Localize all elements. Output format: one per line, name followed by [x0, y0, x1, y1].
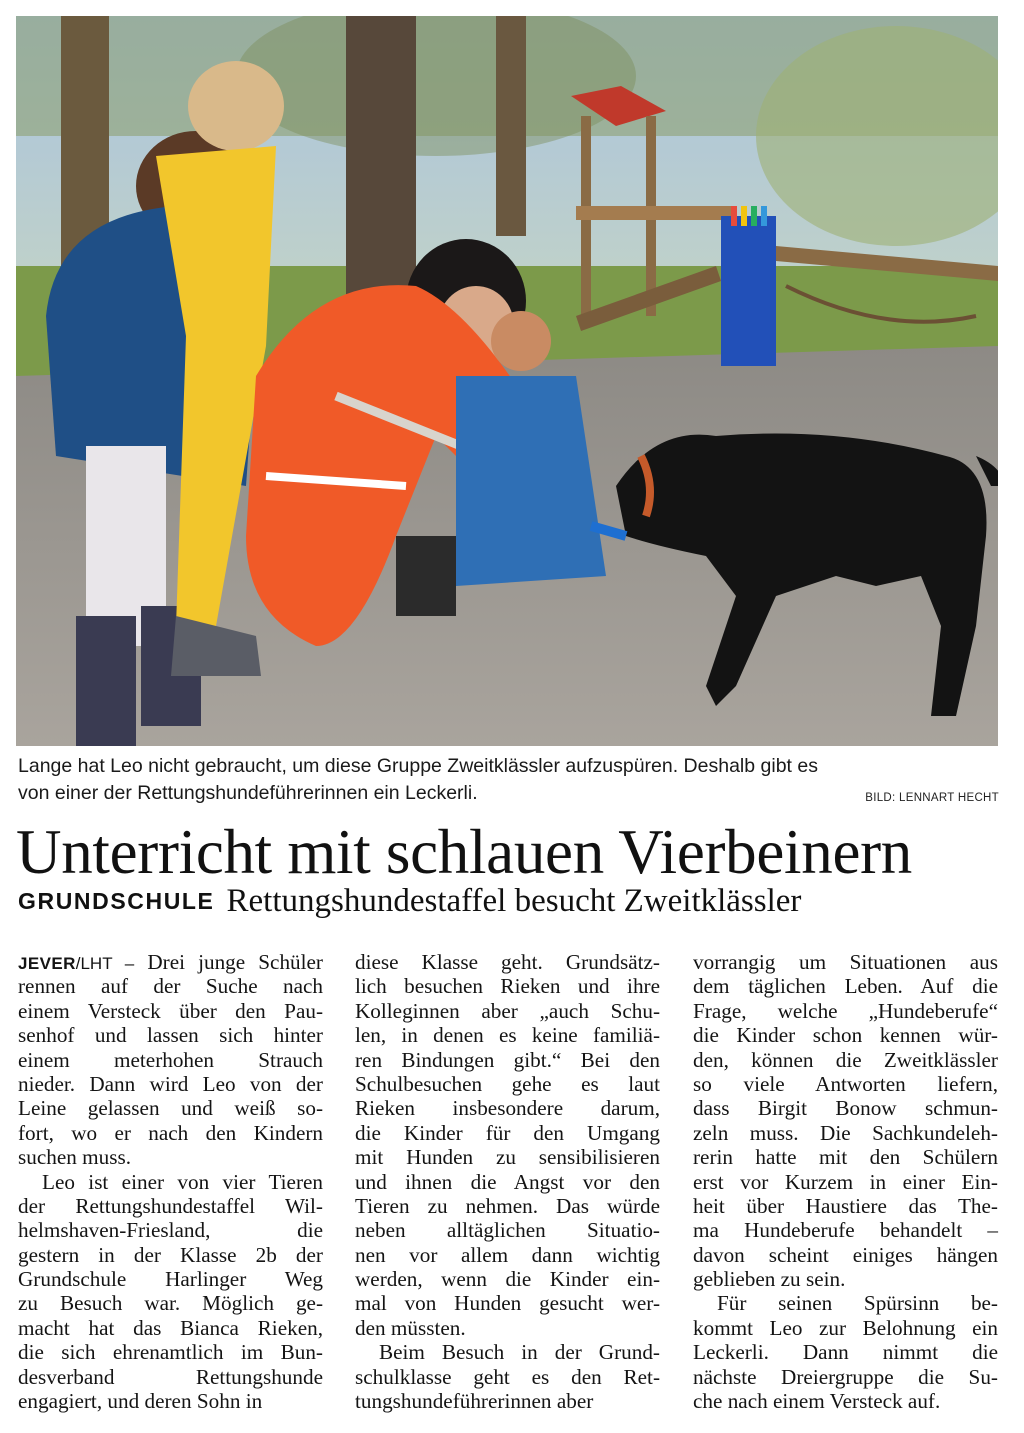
body-text-line: zeln muss. Die Sachkundeleh- [693, 1120, 998, 1145]
body-text-line: werden, wenn die Kinder ein- [355, 1267, 660, 1292]
body-text-line: tungshundeführerinnen aber [355, 1389, 594, 1414]
body-text-line: nächste Dreiergruppe die Su- [693, 1364, 998, 1389]
body-text-line: desverband Rettungshunde [18, 1364, 323, 1389]
body-text-line: die Kinder für den Umgang [355, 1120, 660, 1145]
body-text-line: Schulbesuchen gehe es laut [355, 1071, 660, 1096]
body-text-line: geblieben zu sein. [693, 1267, 846, 1292]
body-text-line: len, in denen es keine familiä- [355, 1023, 660, 1048]
body-text-line: engagiert, und deren Sohn in [18, 1389, 263, 1414]
article-headline: Unterricht mit schlauen Vierbeinern [16, 817, 912, 887]
body-text-line: die sich ehrenamtlich im Bun- [18, 1340, 323, 1365]
body-text-line: rennen auf der Suche nach [18, 974, 323, 999]
body-text-line: heit über Haustiere das The- [693, 1193, 998, 1218]
body-text-line: che nach einem Versteck auf. [693, 1389, 941, 1414]
body-text-line: Leo ist einer von vier Tieren [42, 1169, 323, 1194]
body-text-line: senhof und lassen sich hinter [18, 1023, 323, 1048]
text-column-1 [18, 950, 323, 1413]
caption-line-1: Lange hat Leo nicht gebraucht, um diese Gruppe Zweitklässler aufzuspüren. Deshalb gibt es [18, 755, 818, 777]
body-text-line: einem meterhohen Strauch [18, 1047, 323, 1072]
section-kicker: GRUNDSCHULE [18, 888, 215, 914]
photo-caption [18, 753, 1003, 807]
dateline-agency: /LHT – [75, 954, 135, 973]
body-text-line: Grundschule Harlinger Weg [18, 1267, 323, 1292]
body-text-line: Beim Besuch in der Grund- [379, 1340, 660, 1365]
body-text-line: mal von Hunden gesucht wer- [355, 1291, 660, 1316]
body-text-line: vorrangig um Situationen aus [693, 950, 998, 974]
body-text-line [18, 950, 323, 974]
body-text-line: Kolleginnen aber „auch Schu- [355, 998, 660, 1023]
body-text-line: mit Hunden zu sensibilisieren [355, 1145, 660, 1170]
body-text-line: davon scheint einiges hängen [693, 1242, 998, 1267]
body-text-line: ma Hundeberufe behandelt – [693, 1218, 998, 1243]
body-text-line: dem täglichen Leben. Auf die [693, 974, 998, 999]
body-text-line: macht hat das Bianca Rieken, [18, 1315, 323, 1340]
body-text-line: rerin hatte mit den Schülern [693, 1145, 998, 1170]
body-text-line: erst vor Kurzem in einer Ein- [693, 1169, 998, 1194]
caption-line-2: von einer der Rettungshundeführerinnen ein Leckerli. [18, 782, 478, 804]
article-subline [18, 883, 1008, 920]
body-text-line: Leckerli. Dann nimmt die [693, 1340, 998, 1365]
body-text-line: dass Birgit Bonow schmun- [693, 1096, 998, 1121]
body-text-line: kommt Leo zur Belohnung ein [693, 1315, 998, 1340]
body-text-line: Tieren zu nehmen. Das würde [355, 1193, 660, 1218]
body-text-line: neben alltäglichen Situatio- [355, 1218, 660, 1243]
body-text-line: einem Versteck über den Pau- [18, 998, 323, 1023]
body-text-line: lich besuchen Rieken und ihre [355, 974, 660, 999]
body-text-line: der Rettungshundestaffel Wil- [18, 1193, 323, 1218]
body-text-line: Leine gelassen und weiß so- [18, 1096, 323, 1121]
photo-credit: BILD: LENNART HECHT [865, 792, 999, 804]
body-text-line: nieder. Dann wird Leo von der [18, 1071, 323, 1096]
body-text-line: ren Bindungen gibt.“ Bei den [355, 1047, 660, 1072]
text-column-2 [355, 950, 660, 1413]
body-text-run: Drei junge Schüler [134, 950, 323, 974]
body-text-line: gestern in der Klasse 2b der [18, 1242, 323, 1267]
body-text-line: Rieken insbesondere darum, [355, 1096, 660, 1121]
body-text-line: den, können die Zweitklässler [693, 1047, 998, 1072]
body-text-line: nen vor allem dann wichtig [355, 1242, 660, 1267]
article-subtitle: Rettungshundestaffel besucht Zweitklässler [226, 883, 802, 919]
text-column-3 [693, 950, 998, 1413]
body-text-line: zu Besuch war. Möglich ge- [18, 1291, 323, 1316]
body-text-line: schulklasse geht es den Ret- [355, 1364, 660, 1389]
body-text-line: suchen muss. [18, 1145, 131, 1170]
body-text-line: und ihnen die Angst vor den [355, 1169, 660, 1194]
body-text-line: so viele Antworten liefern, [693, 1071, 998, 1096]
body-text-line: Frage, welche „Hundeberufe“ [693, 998, 998, 1023]
dateline-city: JEVER [18, 954, 76, 973]
body-text-line: helmshaven-Friesland, die [18, 1218, 323, 1243]
body-text-line: fort, wo er nach den Kindern [18, 1120, 323, 1145]
body-text-line: die Kinder schon kennen wür- [693, 1023, 998, 1048]
body-text-line: diese Klasse geht. Grundsätz- [355, 950, 660, 974]
body-text-line: den müssten. [355, 1315, 466, 1340]
body-text-line: Für seinen Spürsinn be- [717, 1291, 998, 1316]
article-photo [16, 16, 998, 746]
